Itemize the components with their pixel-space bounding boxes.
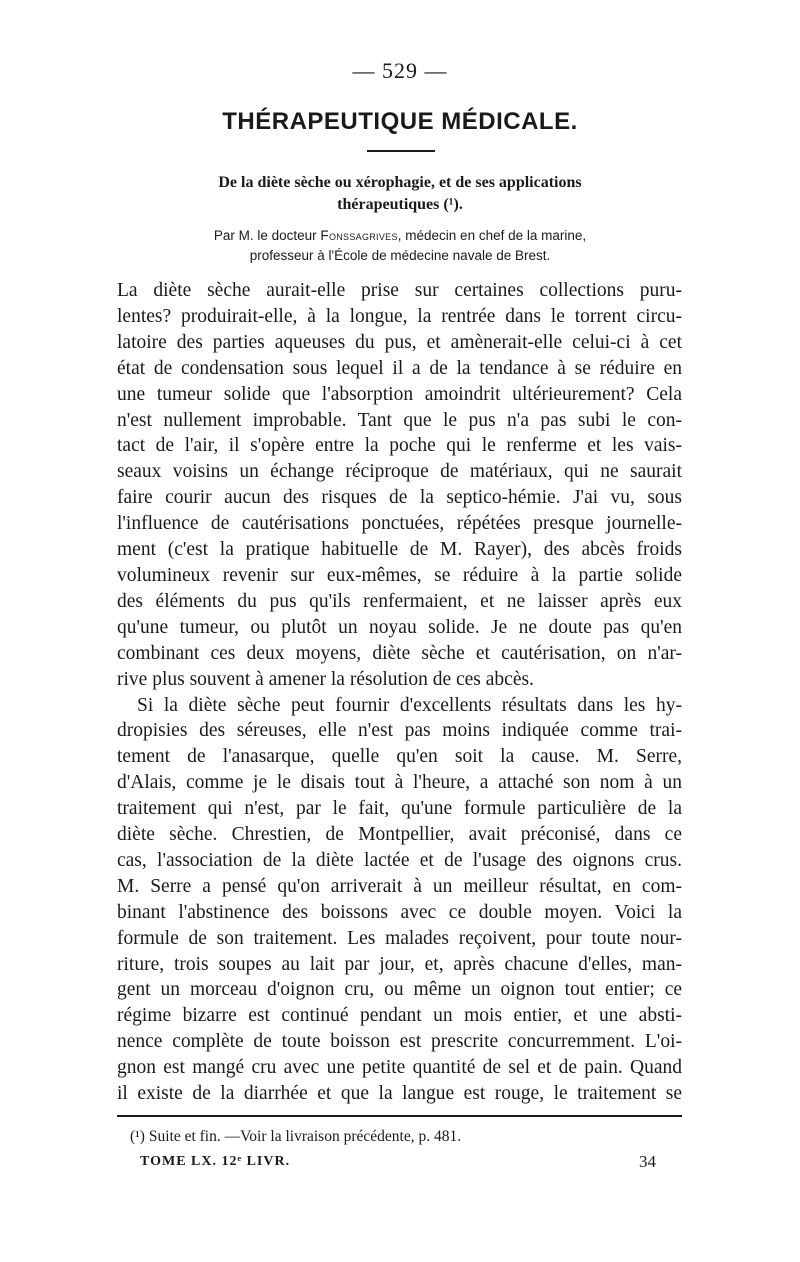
byline-line-2: professeur à l'École de médecine navale de Brest. xyxy=(249,248,551,263)
signature-mark: TOME LX. 12ᵉ LIVR. xyxy=(140,1154,291,1169)
body-line: tact de l'air, il s'opère entre la poche qui le renferme et les vais- xyxy=(117,435,682,457)
body-line: riture, trois soupes au lait par jour, et, après chacune d'elles, man- xyxy=(117,953,682,975)
body-line: faire courir aucun des risques de la septico-hémie. J'ai vu, sous xyxy=(117,487,682,509)
byline xyxy=(100,226,700,266)
body-line: latoire des parties aqueuses du pus, et amènerait-elle celui-ci à cet xyxy=(117,331,682,353)
signature-number: 34 xyxy=(639,1152,656,1171)
body-text xyxy=(117,278,682,1107)
footnote: (¹) Suite et fin. —Voir la livraison précédente, p. 481. xyxy=(130,1128,462,1145)
signature-line xyxy=(140,1152,682,1172)
body-line: binant l'abstinence des boissons avec ce double moyen. Voici la xyxy=(117,901,682,923)
page-number: — 529 — xyxy=(352,58,448,83)
body-line: tement de l'anasarque, quelle qu'en soit la cause. M. Serre, xyxy=(117,746,682,768)
article-title xyxy=(100,172,700,216)
body-line: Si la diète sèche peut fournir d'excellents résultats dans les hy- xyxy=(137,694,682,716)
body-line: formule de son traitement. Les malades reçoivent, pour toute nour- xyxy=(117,927,682,949)
body-line: l'influence de cautérisations ponctuées, répétées presque journelle- xyxy=(117,513,682,535)
byline-author: Fonssagrives xyxy=(320,228,398,243)
article-title-line-2: thérapeutiques (¹). xyxy=(337,196,463,213)
body-line: La diète sèche aurait-elle prise sur certaines collections puru- xyxy=(117,280,682,301)
body-line: volumineux revenir sur eux-mêmes, se réduire à la partie solide xyxy=(117,564,682,586)
body-line: n'est nullement improbable. Tant que le pus n'a pas subi le con- xyxy=(117,409,682,431)
body-line: il existe de la diarrhée et que la langue est rouge, le traitement se xyxy=(117,1083,682,1105)
body-line: ment (c'est la pratique habituelle de M. Rayer), des abcès froids xyxy=(117,539,682,561)
body-line: nence complète de toute boisson est prescrite concurremment. L'oi- xyxy=(117,1031,682,1053)
body-line: d'Alais, comme je le disais tout à l'heure, a attaché son nom à un xyxy=(117,772,682,794)
body-line: lentes? produirait-elle, à la longue, la rentrée dans le torrent circu- xyxy=(117,305,682,327)
body-line: rive plus souvent à amener la résolution de ces abcès. xyxy=(117,668,534,690)
body-line: gent un morceau d'oignon cru, ou même un oignon tout entier; ce xyxy=(117,979,682,1001)
body-line: seaux voisins un échange réciproque de matériaux, qui ne saurait xyxy=(117,461,682,483)
body-line: une tumeur solide que l'absorption amoindrit ultérieurement? Cela xyxy=(117,383,682,405)
section-title: THÉRAPEUTIQUE MÉDICALE. xyxy=(222,108,578,135)
byline-prefix: Par M. le docteur xyxy=(213,228,321,243)
body-line: traitement qui n'est, par le fait, qu'une formule particulière de la xyxy=(117,798,682,820)
body-line: diète sèche. Chrestien, de Montpellier, avait préconisé, dans ce xyxy=(117,824,682,846)
body-line: cas, l'association de la diète lactée et de l'usage des oignons crus. xyxy=(117,849,682,871)
byline-rest: , médecin en chef de la marine, xyxy=(397,228,587,243)
body-line: régime bizarre est continué pendant un mois entier, et une absti- xyxy=(117,1005,682,1027)
byline-line-1 xyxy=(100,226,700,246)
title-divider xyxy=(367,150,435,152)
article-title-line-1: De la diète sèche ou xérophagie, et de ses applications xyxy=(218,174,582,191)
body-line: gnon est mangé cru avec une petite quantité de sel et de pain. Quand xyxy=(117,1057,682,1079)
footnote-divider xyxy=(117,1115,682,1117)
body-line: qu'une tumeur, ou plutôt un noyau solide. Je ne doute pas qu'en xyxy=(117,616,682,638)
body-line: M. Serre a pensé qu'on arriverait à un meilleur résultat, en com- xyxy=(117,875,682,897)
body-line: des éléments du pus qu'ils renfermaient, et ne laisser après eux xyxy=(117,590,682,612)
body-line: combinant ces deux moyens, diète sèche et cautérisation, on n'ar- xyxy=(117,642,682,664)
body-line: état de condensation sous lequel il a de la tendance à se réduire en xyxy=(117,357,682,379)
body-line: dropisies des séreuses, elle n'est pas moins indiquée comme trai- xyxy=(117,720,682,742)
